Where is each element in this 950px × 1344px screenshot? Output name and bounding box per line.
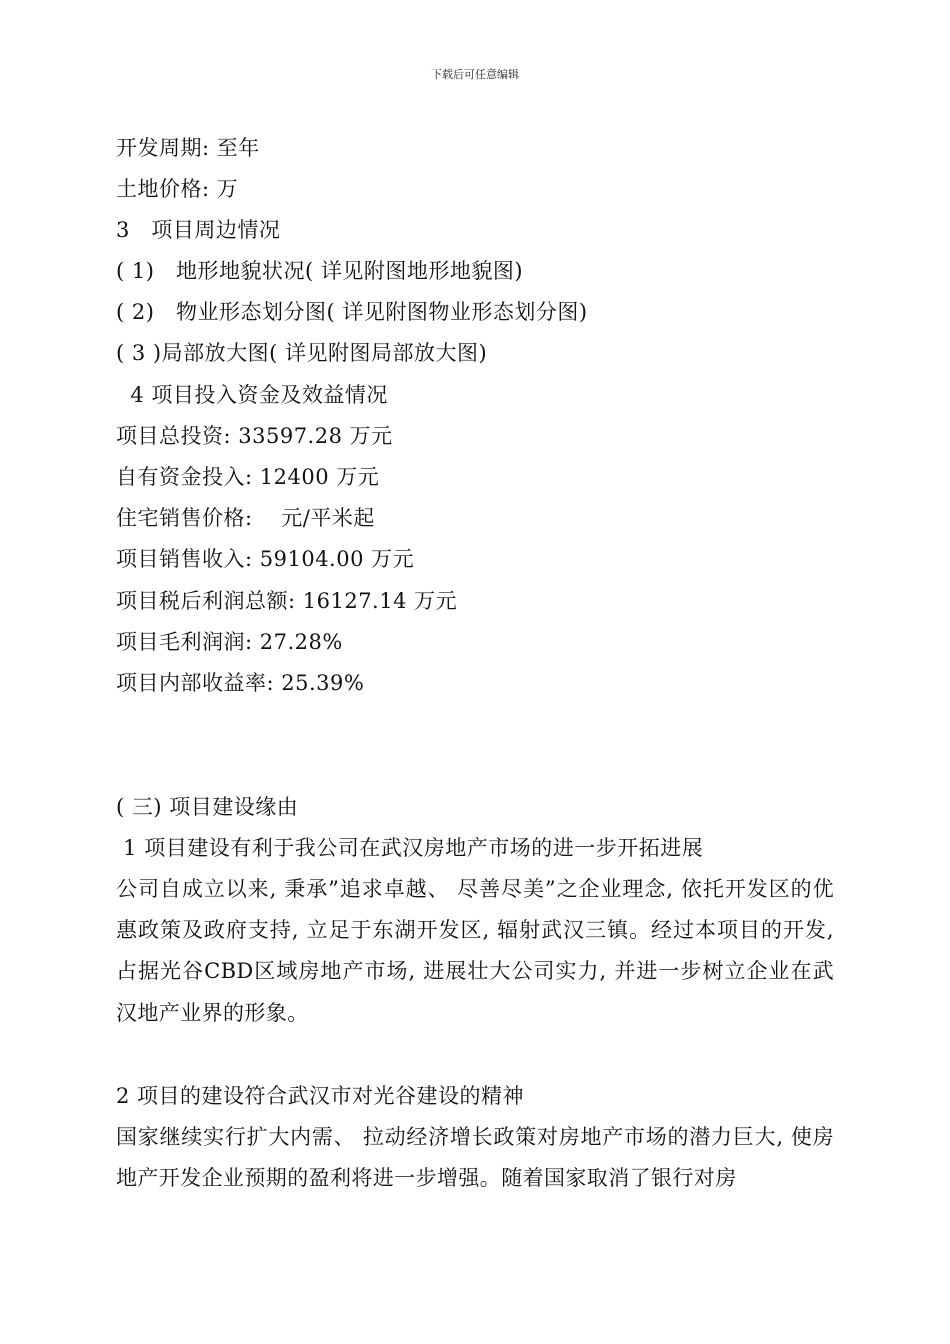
partial-enlargement-item: ( 3 )局部放大图( 详见附图局部放大图) xyxy=(116,341,488,365)
sales-revenue-line: 项目销售收入: 59104.00 万元 xyxy=(116,547,415,571)
property-division-item: ( 2) 物业形态划分图( 详见附图物业形态划分图) xyxy=(116,300,588,324)
gross-profit-line: 项目毛利润润: 27.28% xyxy=(116,630,343,654)
housing-price-line: 住宅销售价格: 元/平米起 xyxy=(116,506,375,530)
own-funds-line: 自有资金投入: 12400 万元 xyxy=(116,465,380,489)
surroundings-heading: 3 项目周边情况 xyxy=(116,218,281,242)
item2-body: 国家继续实行扩大内需、 拉动经济增长政策对房地产市场的潜力巨大, 使房地产开发企业预期的盈利将进一步增强。随着国家取消了银行对房 xyxy=(116,1125,834,1191)
item1-title: 1 项目建设有利于我公司在武汉房地产市场的进一步开拓进展 xyxy=(116,836,704,860)
investment-heading: 4 项目投入资金及效益情况 xyxy=(116,383,388,407)
terrain-item: ( 1) 地形地貌状况( 详见附图地形地貌图) xyxy=(116,259,524,283)
development-period-line: 开发周期: 至年 xyxy=(116,136,260,160)
item2-title: 2 项目的建设符合武汉市对光谷建设的精神 xyxy=(116,1084,525,1108)
after-tax-profit-line: 项目税后利润总额: 16127.14 万元 xyxy=(116,589,458,613)
total-investment-line: 项目总投资: 33597.28 万元 xyxy=(116,424,393,448)
page-header: 下载后可任意编辑 xyxy=(431,68,519,81)
land-price-line: 土地价格: 万 xyxy=(116,177,239,201)
section-three-heading: ( 三) 项目建设缘由 xyxy=(116,795,299,819)
irr-line: 项目内部收益率: 25.39% xyxy=(116,671,365,695)
item1-body: 公司自成立以来, 秉承”追求卓越、 尽善尽美”之企业理念, 依托开发区的优惠政策及政府支持, 立足于东湖开发区, 辐射武汉三镇。经过本项目的开发, 占据光谷CBD区域房地产市场, 进展壮大公司实力, 并进一步树立企业在武汉地产业界的形象。 xyxy=(116,877,834,1025)
